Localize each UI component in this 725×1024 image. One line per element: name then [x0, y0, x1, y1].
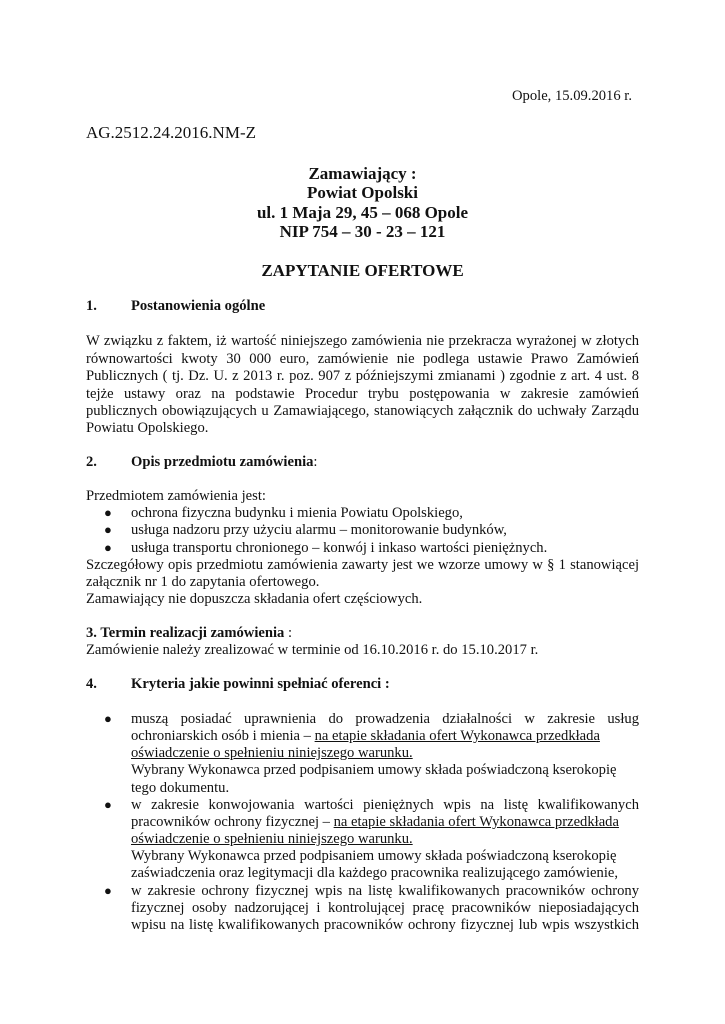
reference-number: AG.2512.24.2016.NM-Z	[86, 123, 256, 142]
criteria3-line: wpisu na listę kwalifikowanych pracowników ochrony fizycznej lub wpis wszystkich	[131, 917, 639, 933]
criteria2-line: w zakresie konwojowania wartości pieniężnych wpis na listę kwalifikowanych	[131, 797, 639, 813]
criteria2-underlined-line: oświadczenie o spełnieniu niniejszego warunku.	[131, 831, 413, 847]
bullet-icon: ●	[104, 522, 112, 537]
section2-number: 2.	[86, 454, 97, 470]
section2-heading-colon: :	[313, 454, 318, 470]
criteria1-underlined-line: oświadczenie o spełnieniu niniejszego warunku.	[131, 745, 413, 761]
criteria3-line: fizycznej osoby nadzorującej i kontrolującej pracę pracowników nieposiadających	[131, 900, 639, 916]
section1-line: równowartości kwoty 30 000 euro, zamówienie nie podlega ustawie Prawo Zamówień	[86, 351, 639, 367]
section2-details-line: załącznik nr 1 do zapytania ofertowego.	[86, 574, 320, 590]
section2-bullet: usługa transportu chronionego – konwój i inkaso wartości pieniężnych.	[131, 540, 548, 556]
criteria2-line: Wybrany Wykonawca przed podpisaniem umowy składa poświadczoną kserokopię	[131, 848, 617, 864]
criteria2-text: pracowników ochrony fizycznej –	[131, 814, 334, 830]
buyer-label: Zamawiający :	[308, 164, 417, 183]
buyer-address: ul. 1 Maja 29, 45 – 068 Opole	[256, 203, 469, 222]
bullet-icon: ●	[104, 505, 112, 520]
section1-line: tejże ustawy oraz na podstawie Procedur trybu postępowania w zakresie zamówień	[86, 386, 639, 402]
section4-number: 4.	[86, 676, 97, 692]
buyer-nip: NIP 754 – 30 - 23 – 121	[279, 222, 446, 241]
section1-heading: Postanowienia ogólne	[131, 298, 266, 314]
section2-bullet: ochrona fizyczna budynku i mienia Powiatu Opolskiego,	[131, 505, 463, 521]
criteria1-line: muszą posiadać uprawnienia do prowadzenia działalności w zakresie usług	[131, 711, 639, 727]
document-title: ZAPYTANIE OFERTOWE	[261, 261, 464, 280]
bullet-icon: ●	[104, 711, 112, 726]
criteria2-underlined: na etapie składania ofert Wykonawca przedkłada	[333, 814, 619, 830]
section3-heading-colon: :	[284, 625, 293, 641]
section2-bullet: usługa nadzoru przy użyciu alarmu – monitorowanie budynków,	[131, 522, 507, 538]
section2-details-line: Szczegółowy opis przedmiotu zamówienia zawarty jest we wzorze umowy w § 1 stanowiącej	[86, 557, 639, 573]
section2-heading: Opis przedmiotu zamówienia	[131, 454, 314, 470]
section3-heading: 3. Termin realizacji zamówienia	[86, 625, 285, 641]
criteria2-line: zaświadczenia oraz legitymacji dla każdego pracownika realizującego zamówienie,	[131, 865, 619, 881]
criteria1-underlined: na etapie składania ofert Wykonawca przedkłada	[314, 728, 600, 744]
section1-line: W związku z faktem, iż wartość niniejszego zamówienia nie przekracza wyrażonej w złotych	[86, 333, 639, 349]
criteria1-line: Wybrany Wykonawca przed podpisaniem umowy składa poświadczoną kserokopię	[131, 762, 617, 778]
criteria1-text: ochroniarskich osób i mienia –	[131, 728, 315, 744]
section2-partial-offers: Zamawiający nie dopuszcza składania ofert częściowych.	[86, 591, 423, 607]
buyer-name: Powiat Opolski	[307, 183, 418, 202]
section2-intro: Przedmiotem zamówienia jest:	[86, 488, 266, 504]
section2-heading-wrap	[131, 453, 317, 471]
criteria3-line: w zakresie ochrony fizycznej wpis na listę kwalifikowanych pracowników ochrony	[131, 883, 639, 899]
bullet-icon: ●	[104, 797, 112, 812]
document-date: Opole, 15.09.2016 r.	[512, 88, 632, 104]
bullet-icon: ●	[104, 883, 112, 898]
section3-text: Zamówienie należy zrealizować w terminie od 16.10.2016 r. do 15.10.2017 r.	[86, 642, 539, 658]
section1-line: publicznych obowiązujących u Zamawiającego, stanowiących załącznik do uchwały Zarządu	[86, 403, 639, 419]
section1-line: Powiatu Opolskiego.	[86, 420, 209, 436]
section1-line: Publicznych ( tj. Dz. U. z 2013 r. poz. 907 z późniejszymi zmianami ) zgodnie z art. 4 ust. 8	[86, 368, 639, 384]
bullet-icon: ●	[104, 540, 112, 555]
section4-heading: Kryteria jakie powinni spełniać oferenci :	[131, 676, 390, 692]
criteria1-line	[131, 727, 600, 745]
criteria1-line: tego dokumentu.	[131, 780, 230, 796]
section3-heading-wrap	[86, 624, 292, 642]
criteria2-line	[131, 813, 619, 831]
section1-number: 1.	[86, 298, 97, 314]
